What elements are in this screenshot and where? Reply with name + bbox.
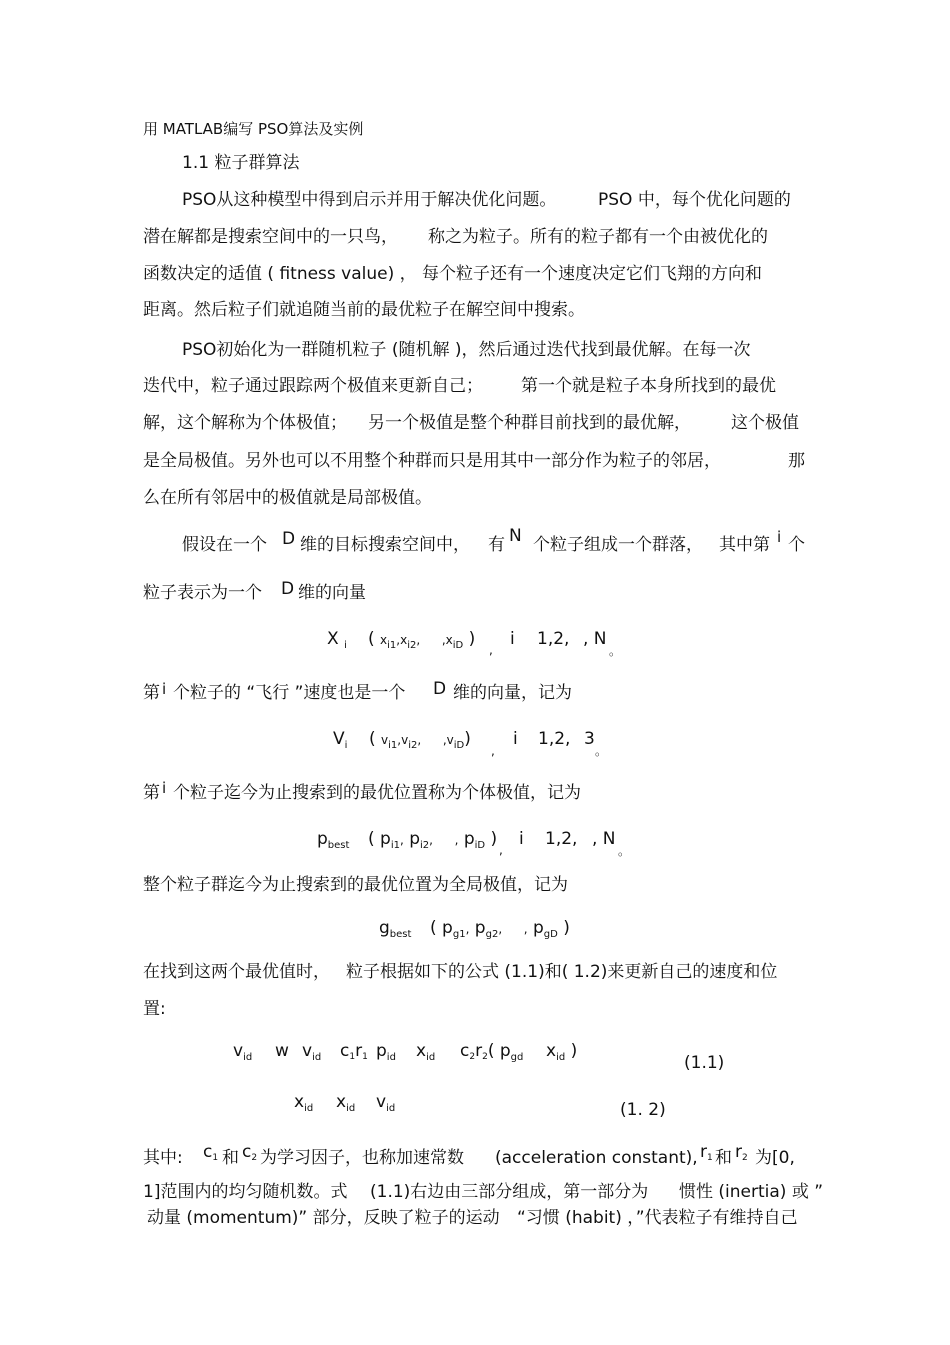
para3-line2a: 粒子表示为一个 xyxy=(143,583,262,603)
line-v-i: i xyxy=(162,680,167,698)
eq2-label: (1. 2) xyxy=(620,1100,666,1120)
eq-v-3: 3 xyxy=(584,729,595,749)
para2-line1: PSO初始化为一群随机粒子 (随机解 )，然后通过迭代找到最优解。在每一次 xyxy=(182,340,751,360)
para1-line2b: 称之为粒子。所有的粒子都有一个由被优化的 xyxy=(428,227,768,247)
eq-p-lhs: $p_{best}$ xyxy=(317,829,350,851)
line-v-D: D xyxy=(433,679,447,699)
para1-line1b: PSO 中，每个优化问题的 xyxy=(598,190,791,210)
para2-line2b: 第一个就是粒子本身所找到的最优 xyxy=(521,376,776,396)
eq-v-range: 1,2, xyxy=(538,729,571,749)
eq-x-comma: , xyxy=(489,643,493,657)
para3-e: 其中第 xyxy=(719,535,770,555)
para2-line4b: 那 xyxy=(788,451,805,471)
line-p-i: i xyxy=(162,779,167,797)
eq1-label: (1.1) xyxy=(684,1053,725,1073)
para1-line3: 函数决定的适值 ( fitness value) ， 每个粒子还有一个速度决定它们飞翔的方向和 xyxy=(143,264,763,284)
para3-f: 个 xyxy=(788,535,805,555)
eq1-p: $p_{id}$ xyxy=(376,1041,396,1063)
para3-a: 假设在一个 xyxy=(182,535,267,555)
eq-x-range: 1,2, xyxy=(537,629,570,649)
line-g: 整个粒子群迄今为止搜索到的最优位置为全局极值，记为 xyxy=(143,875,568,895)
eq-x-vector: ( $x_{i1},x_{i2}$, $,x_{iD}$ ) xyxy=(368,629,476,651)
para1-line1a: PSO从这种模型中得到启示并用于解决优化问题。 xyxy=(182,190,557,210)
para5-d: 为[0, xyxy=(755,1148,795,1168)
document-title: 用 MATLAB编写 PSO算法及实例 xyxy=(143,120,364,138)
eq-v-lhs: $V_i$ xyxy=(333,729,348,751)
para3-N: N xyxy=(509,526,522,546)
para5-r2: r2 xyxy=(735,1142,748,1163)
eq-v-comma: , xyxy=(491,744,495,758)
line-p-b: 个粒子迄今为止搜索到的最优位置称为个体极值，记为 xyxy=(173,783,581,803)
para2-line4a: 是全局极值。另外也可以不用整个种群而只是用其中一部分作为粒子的邻居， xyxy=(143,451,721,471)
eq-p-range: 1,2, xyxy=(545,829,578,849)
line-p-a: 第 xyxy=(143,783,160,803)
para3-i: i xyxy=(777,528,782,546)
eq-p-index: i xyxy=(519,829,524,849)
para5-c2: c2 xyxy=(242,1142,258,1163)
para3-d: 个粒子组成一个群落， xyxy=(533,535,703,555)
para5-and1: 和 xyxy=(222,1148,239,1168)
para2-line2a: 迭代中，粒子通过跟踪两个极值来更新自己； xyxy=(143,376,483,396)
eq-x-N: , N xyxy=(583,629,607,649)
para2-line3a: 解，这个解称为个体极值； xyxy=(143,413,347,433)
para5-c1: c1 xyxy=(203,1142,219,1163)
para5-line2c: 惯性 (inertia) 或 ” xyxy=(679,1182,824,1202)
para5-a: 其中: xyxy=(143,1148,183,1168)
para2-line5: 么在所有邻居中的极值就是局部极值。 xyxy=(143,488,432,508)
para4-line1a: 在找到这两个最优值时， xyxy=(143,962,330,982)
eq1-x2: $x_{id}$ ) xyxy=(546,1041,578,1063)
eq-g-vector: ( $p_{g1}$, $p_{g2}$, , $p_{gD}$ ) xyxy=(430,918,570,940)
eq-x-index: i xyxy=(510,629,515,649)
eq1-x: $x_{id}$ xyxy=(416,1041,436,1063)
line-v-b: 个粒子的 “飞行 ”速度也是一个 xyxy=(173,683,406,703)
para4-line1b: 粒子根据如下的公式 (1.1)和( 1.2)来更新自己的速度和位 xyxy=(346,962,778,982)
para1-line2a: 潜在解都是搜索空间中的一只鸟， xyxy=(143,227,398,247)
para5-line2b: (1.1)右边由三部分组成，第一部分为 xyxy=(370,1182,649,1202)
eq2-v: $v_{id}$ xyxy=(376,1092,396,1114)
eq-g-lhs: $g_{best}$ xyxy=(379,918,412,940)
eq2-x: $x_{id}$ xyxy=(336,1092,356,1114)
para4-line2: 置: xyxy=(143,999,166,1019)
para5-r1: r1 xyxy=(700,1142,713,1163)
eq-x-lhs: X $_i$ xyxy=(327,629,347,651)
para5-c: (acceleration constant), xyxy=(495,1148,698,1168)
eq-p-comma: , xyxy=(499,843,503,857)
eq2-x-lhs: $x_{id}$ xyxy=(294,1092,314,1114)
eq-p-vector: ( $p_{i1}$, $p_{i2}$, , $p_{iD}$ ) xyxy=(368,829,498,851)
eq1-v-lhs: $v_{id}$ xyxy=(233,1041,253,1063)
para3-line2D: D xyxy=(281,579,295,599)
para3-D: D xyxy=(282,529,296,549)
para5-line2a: 1]范围内的均匀随机数。式 xyxy=(143,1182,348,1202)
eq1-w: w xyxy=(275,1041,289,1061)
para5-line3a: 动量 (momentum)” 部分，反映了粒子的运动 xyxy=(147,1208,500,1228)
line-v-c: 维的向量，记为 xyxy=(453,683,572,703)
para1-line4: 距离。然后粒子们就追随当前的最优粒子在解空间中搜索。 xyxy=(143,300,585,320)
para2-line3b: 另一个极值是整个种群目前找到的最优解， xyxy=(368,413,691,433)
line-v-a: 第 xyxy=(143,683,160,703)
para3-c: 有 xyxy=(488,535,505,555)
eq-p-N: , N xyxy=(592,829,616,849)
eq1-c1r1: c1r1 xyxy=(340,1041,368,1062)
para3-b: 维的目标搜索空间中， xyxy=(300,535,470,555)
para5-b: 为学习因子，也称加速常数 xyxy=(260,1148,464,1168)
eq-v-vector: ( $v_{i1},v_{i2}$, $,v_{iD}$) xyxy=(369,729,471,751)
eq-p-end: 。 xyxy=(618,844,631,858)
eq-x-end: 。 xyxy=(609,644,622,658)
eq-v-end: 。 xyxy=(595,744,608,758)
eq1-v: $v_{id}$ xyxy=(302,1041,322,1063)
para5-line3b: “习惯 (habit) ，”代表粒子有维持自己 xyxy=(517,1208,798,1228)
eq1-c2r2: c2r2( $p_{gd}$ xyxy=(460,1041,524,1063)
eq-v-index: i xyxy=(513,729,518,749)
para3-line2b: 维的向量 xyxy=(298,583,366,603)
para2-line3c: 这个极值 xyxy=(731,413,799,433)
section-heading: 1.1 粒子群算法 xyxy=(182,153,300,173)
para5-and2: 和 xyxy=(715,1148,732,1168)
